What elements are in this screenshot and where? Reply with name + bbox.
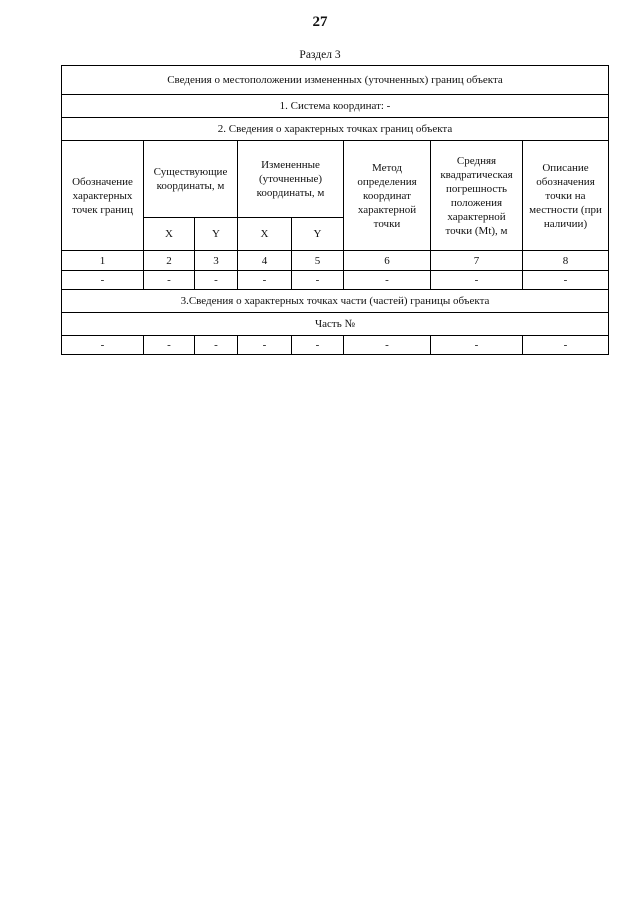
table-cell: - [62,336,144,355]
table-cell: - [144,336,195,355]
table-row [62,271,609,290]
column-numbers-row [62,251,609,271]
header-changed-x: X [238,218,292,251]
table-row [62,336,609,355]
boundary-table [61,65,609,355]
table-cell: - [431,271,523,290]
header-description: Описание обозначения точки на местности (при наличии) [523,141,609,251]
column-number: 1 [62,251,144,271]
column-number: 5 [292,251,344,271]
table-cell: - [195,336,238,355]
part-heading-row: 3.Сведения о характерных точках части (частей) границы объекта [62,290,609,313]
points-heading-row: 2. Сведения о характерных точках границ объекта [62,118,609,141]
table-cell: - [344,336,431,355]
header-changed-y: Y [292,218,344,251]
coord-system-row: 1. Система координат: - [62,95,609,118]
table-cell: - [238,271,292,290]
column-number: 6 [344,251,431,271]
header-existing-x: X [144,218,195,251]
page-number: 27 [312,14,328,30]
table-cell: - [195,271,238,290]
table-cell: - [144,271,195,290]
table-cell: - [62,271,144,290]
table-cell: - [292,336,344,355]
column-number: 4 [238,251,292,271]
header-existing-coords: Существующие координаты, м [144,141,238,218]
column-number: 2 [144,251,195,271]
table-cell: - [523,271,609,290]
table-cell: - [431,336,523,355]
header-existing-y: Y [195,218,238,251]
column-number: 3 [195,251,238,271]
column-number: 7 [431,251,523,271]
table-cell: - [523,336,609,355]
column-number: 8 [523,251,609,271]
header-method: Метод определения координат характерной точки [344,141,431,251]
header-error: Средняя квадратическая погрешность положения характерной точки (Mt), м [431,141,523,251]
part-number-row: Часть № [62,313,609,336]
table-cell: - [344,271,431,290]
table-cell: - [238,336,292,355]
section-title: Раздел 3 [299,49,341,61]
header-designation: Обозначение характерных точек границ [62,141,144,251]
table-title: Сведения о местоположении измененных (уточненных) границ объекта [62,66,609,95]
header-changed-coords: Измененные (уточненные) координаты, м [238,141,344,218]
table-cell: - [292,271,344,290]
